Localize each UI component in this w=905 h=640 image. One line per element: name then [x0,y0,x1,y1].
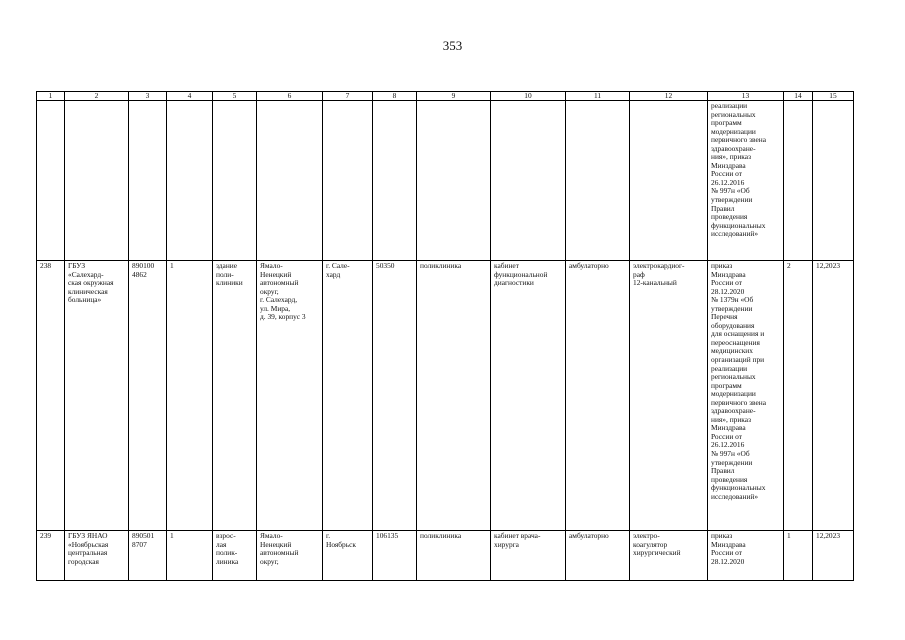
row-number-cell: 239 [37,531,65,581]
row-number-cell: 238 [37,261,65,531]
column-number: 14 [784,92,813,101]
cell [167,101,213,261]
column-number: 15 [813,92,854,101]
code-cell: 890501 8707 [129,531,167,581]
count-cell: 1 [167,261,213,531]
count-cell: 1 [167,531,213,581]
column-number: 8 [373,92,417,101]
date-cell: 12,2023 [813,261,854,531]
column-number: 13 [708,92,784,101]
legal-basis-cell: приказ Минздрава России от 28.12.2020 [708,531,784,581]
column-number: 4 [167,92,213,101]
organization-cell: ГБУЗ ЯНАО «Ноябрьская центральная городская [65,531,129,581]
care-mode-cell: амбулаторно [566,531,630,581]
equipment-cell: электрокардиог- раф 12-канальный [630,261,708,531]
legal-basis-cell: реализации региональных программ модернизации первичного звена здравоохране- ния», приказ Минздрава России от 26.12.2016 № 997н «Об утверждении Правил проведения функциональных исследований» [708,101,784,261]
cell [566,101,630,261]
cell [373,101,417,261]
table-row-continuation [37,101,854,261]
cell [65,101,129,261]
column-number: 9 [417,92,491,101]
cell [323,101,373,261]
equipment-table [36,91,854,581]
address-cell: Ямало- Ненецкий автономный округ, [257,531,323,581]
column-number: 11 [566,92,630,101]
address-cell: Ямало- Ненецкий автономный округ, г. Салехард, ул. Мира, д. 39, корпус 3 [257,261,323,531]
unit-type-cell: поликлиника [417,531,491,581]
cell [417,101,491,261]
cell [37,101,65,261]
column-number-row [37,92,854,101]
population-cell: 50350 [373,261,417,531]
city-cell: г. Сале- хард [323,261,373,531]
cell [784,101,813,261]
column-number: 6 [257,92,323,101]
column-number: 12 [630,92,708,101]
department-cell: кабинет врача- хирурга [491,531,566,581]
code-cell: 890100 4862 [129,261,167,531]
cell [813,101,854,261]
cell [257,101,323,261]
date-cell: 12,2023 [813,531,854,581]
column-number: 2 [65,92,129,101]
column-number: 3 [129,92,167,101]
column-number: 7 [323,92,373,101]
cell [630,101,708,261]
department-cell: кабинет функциональной диагностики [491,261,566,531]
quantity-cell: 2 [784,261,813,531]
building-cell: здание поли- клиники [213,261,257,531]
population-cell: 106135 [373,531,417,581]
column-number: 1 [37,92,65,101]
column-number: 10 [491,92,566,101]
organization-cell: ГБУЗ «Салехард- ская окружная клиническая больница» [65,261,129,531]
equipment-cell: электро- коагулятор хирургический [630,531,708,581]
legal-basis-cell: приказ Минздрава России от 28.12.2020 № 1379н «Об утверждении Перечня оборудования для оснащения и переоснащения медицинских организаций при реализации региональных программ модернизации первичного звена здравоохране- ния», приказ Минздрава России от 26.12.2016 № 997н «Об утверждении Правил проведения функциональных исследований» [708,261,784,531]
building-cell: взрос- лая полик- линика [213,531,257,581]
cell [213,101,257,261]
quantity-cell: 1 [784,531,813,581]
cell [129,101,167,261]
table-row [37,261,854,531]
page-number: 353 [442,38,463,53]
city-cell: г. Ноябрьск [323,531,373,581]
cell [491,101,566,261]
unit-type-cell: поликлиника [417,261,491,531]
column-number: 5 [213,92,257,101]
care-mode-cell: амбулаторно [566,261,630,531]
table-row [37,531,854,581]
